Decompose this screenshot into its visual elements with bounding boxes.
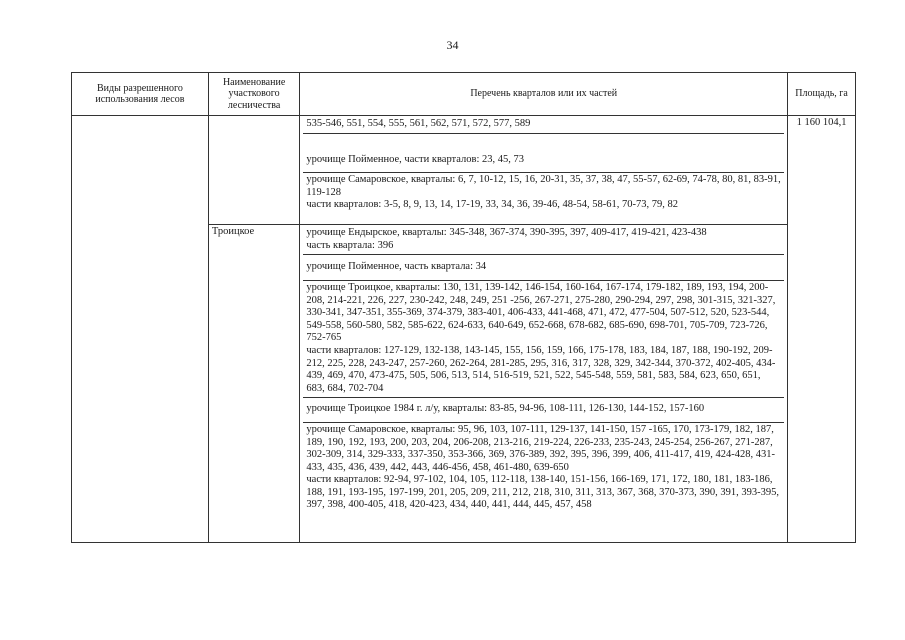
quarters-table [71, 72, 856, 543]
table-header-row [72, 73, 856, 116]
quarters-line: урочище Ендырское, кварталы: 345-348, 367-374, 390-395, 397, 409-417, 419-421, 423-438 [306, 227, 707, 239]
area-cell: 1 160 104,1 [788, 116, 856, 543]
forestry-name: Троицкое [208, 225, 300, 543]
header-quarters: Перечень кварталов или их частей [300, 73, 788, 116]
quarters-line: урочище Троицкое 1984 г. л/у, кварталы: 83-85, 94-96, 108-111, 126-130, 144-152, 157-160 [306, 403, 705, 415]
type-cell [72, 116, 209, 543]
quarters-line: урочище Самаровское, кварталы: 6, 7, 10-12, 15, 16, 20-31, 35, 37, 38, 47, 55-57, 62-69, 74-78, 80, 81, 83-91, 119-128 [306, 174, 781, 198]
quarters-cell [300, 116, 788, 225]
quarters-line: урочище Пойменное, части кварталов: 23, 45, 73 [306, 153, 525, 165]
quarters-cell [300, 225, 788, 543]
quarters-line: части кварталов: 92-94, 97-102, 104, 105, 112-118, 138-140, 151-156, 166-169, 171, 172, 180, 181, 183-186, 188, 191, 193-195, 197-199, 201, 205, 209, 211, 212, 218, 310, 311, 313, 367, 368, 370-373, 390, 391, 393-395, 397, 398, 400-405, 418, 420-423, 434, 440, 441, 444, 445, 457, 458 [306, 474, 779, 511]
quarters-line: 535-546, 551, 554, 555, 561, 562, 571, 572, 577, 589 [306, 118, 531, 129]
header-forestry: Наименование участкового лесничества [208, 73, 300, 116]
quarters-block [303, 226, 784, 254]
quarters-line: урочище Самаровское, кварталы: 95, 96, 103, 107-111, 129-137, 141-150, 157 -165, 170, 173-179, 182, 187, 189, 190, 192, 193, 200, 203, 204, 206-208, 213-216, 219-224, 226-233, 235-243, 245-254, 256-267, 271-287, 302-309, 314, 329-333, 337-350, 353-366, 369, 376-389, 392, 395, 396, 399, 406, 411-417, 419, 424-428, 431-433, 435, 436, 439, 442, 443, 446-456, 458, 461-480, 639-650 [306, 423, 775, 473]
quarters-line: урочище Троицкое, кварталы: 130, 131, 139-142, 146-154, 160-164, 167-174, 179-182, 189, 193, 194, 200-208, 214-221, 226, 227, 230-242, 248, 249, 251 -256, 267-271, 275-280, 290-294, 297, 298, 301-315, 321-327, 330-341, 347-351, 355-369, 374-379, 383-401, 406-433, 441-468, 471, 472, 477-504, 507-512, 520, 523-544, 549-558, 560-580, 582, 585-622, 624-633, 640-649, 652-668, 678-682, 685-690, 698-701, 705-709, 723-726, 752-765 [306, 281, 776, 344]
quarters-block [303, 254, 784, 280]
quarters-line: части кварталов: 3-5, 8, 9, 13, 14, 17-19, 33, 34, 36, 39-46, 48-54, 58-61, 70-73, 79, 82 [306, 199, 678, 211]
quarters-block [303, 397, 784, 422]
quarters-block [303, 280, 784, 397]
quarters-line: части кварталов: 127-129, 132-138, 143-145, 155, 156, 159, 166, 175-178, 183, 184, 187, 188, 190-192, 209-212, 225, 228, 243-247, 257-260, 262-264, 281-285, 295, 316, 317, 328, 329, 342-344, 370-372, 402-405, 434-439, 469, 470, 473-475, 505, 506, 513, 514, 516-519, 521, 522, 545-548, 559, 581, 583, 584, 623, 650, 651, 683, 684, 702-704 [306, 344, 776, 394]
quarters-line: часть квартала: 396 [306, 239, 394, 251]
forestry-cell-empty [208, 116, 300, 225]
quarters-block [303, 133, 784, 173]
header-area: Площадь, га [788, 73, 856, 116]
table-row [72, 116, 856, 225]
page-number: 34 [446, 38, 459, 52]
quarters-block [303, 172, 784, 214]
header-type: Виды разрешенного использования лесов [72, 73, 209, 116]
quarters-line: урочище Пойменное, часть квартала: 34 [306, 261, 487, 273]
quarters-block [303, 117, 784, 133]
quarters-block [303, 422, 784, 514]
